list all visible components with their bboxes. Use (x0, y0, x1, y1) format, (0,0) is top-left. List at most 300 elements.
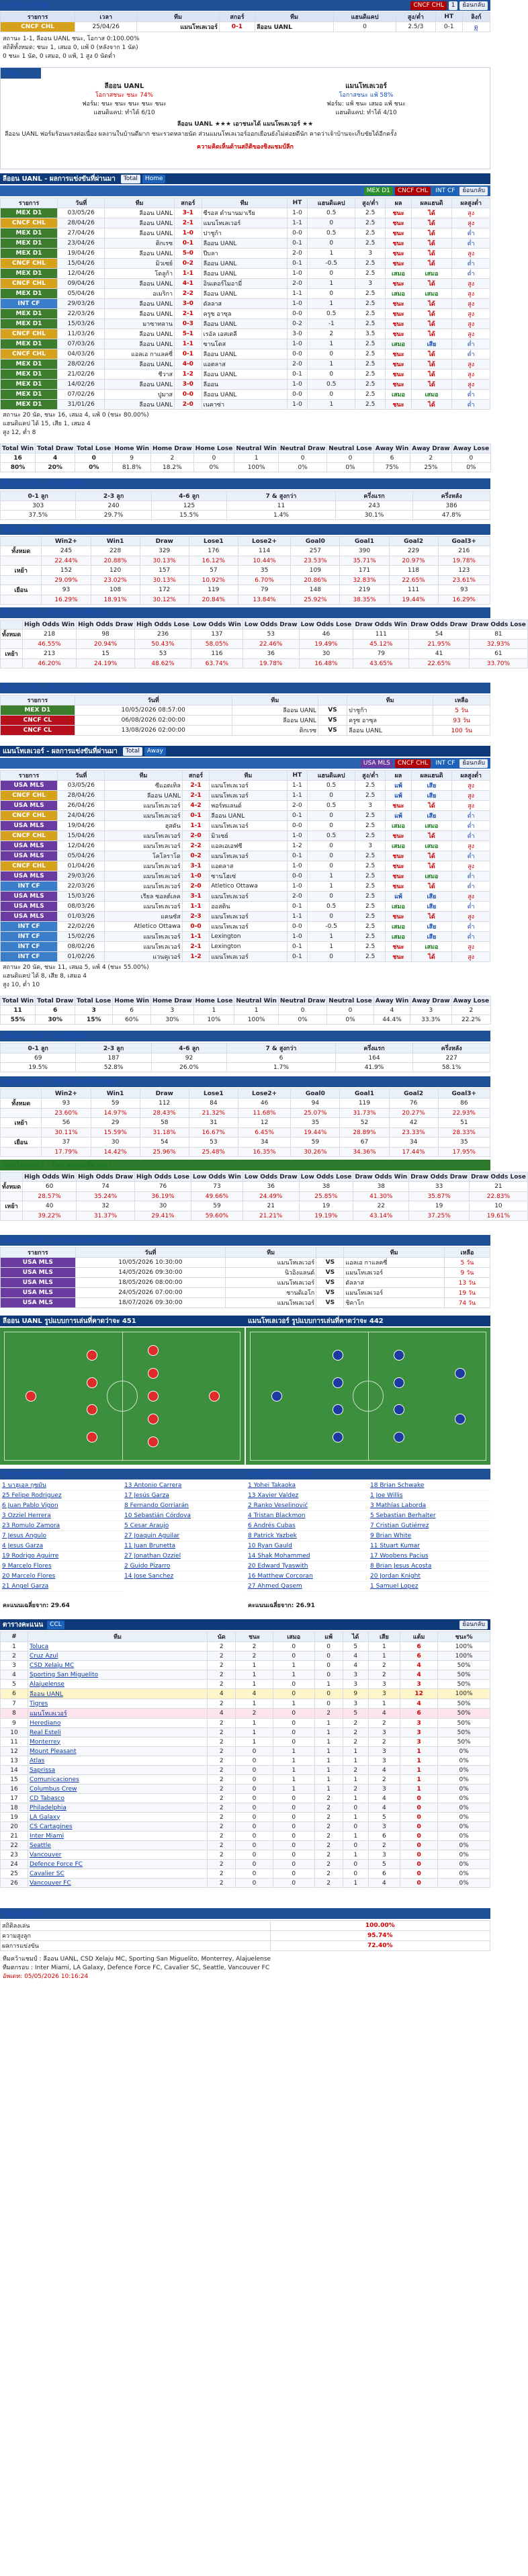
standings-row[interactable] (1, 1670, 490, 1680)
player-name[interactable]: 25 Felipe Rodriguez (0, 1491, 122, 1501)
away-team[interactable]: ปาชูก้า (202, 228, 287, 239)
player-name[interactable]: 27 Joaquin Aguilar (122, 1531, 245, 1541)
team-name[interactable]: Cavalier SC (28, 1869, 208, 1879)
away-team[interactable]: แอตลาส (210, 861, 287, 871)
table-row[interactable] (1, 821, 490, 831)
standings-row[interactable] (1, 1822, 490, 1832)
league-badge: MEX D1 (1, 380, 58, 390)
player-name[interactable]: 17 Jesús Garza (122, 1491, 245, 1501)
team-name[interactable]: Herediano (28, 1719, 208, 1728)
filter-cncf-chl[interactable]: CNCF CHL (395, 187, 431, 196)
away-team[interactable]: แมนโทเลเวอร์ (210, 912, 287, 922)
player-marker[interactable] (394, 1432, 404, 1443)
table-row[interactable] (1, 811, 490, 821)
home-team[interactable]: อเมริกา (105, 289, 175, 299)
player-name[interactable]: 27 Jonathan Ozziel (122, 1551, 245, 1561)
fixture-row[interactable] (1, 1258, 490, 1268)
standings-row[interactable] (1, 1785, 490, 1794)
home-team[interactable]: ลีออน UANL (105, 309, 175, 319)
team-name[interactable]: Defence Force FC (28, 1860, 208, 1869)
table-row[interactable] (1, 309, 490, 319)
half-time: 1-1 (287, 289, 308, 299)
player-name[interactable]: 3 Ozziel Herrera (0, 1511, 122, 1521)
away-team[interactable]: เรอัล เอสเตลี (202, 329, 287, 339)
player-name[interactable]: 8 Patrick Yazbek (246, 1531, 368, 1541)
home-team[interactable]: แมนโทเลเวอร์ (226, 1298, 316, 1308)
player-name[interactable]: 1 Joe Willis (368, 1491, 490, 1501)
away-team[interactable]: ลีออน UANL (347, 726, 433, 736)
table-row[interactable] (1, 781, 490, 791)
away-team[interactable]: ดัลลาส (202, 299, 287, 309)
away-team[interactable]: แอลเอเอฟซี (210, 841, 287, 851)
standings-row[interactable] (1, 1860, 490, 1869)
table-row[interactable] (1, 390, 490, 400)
table-row[interactable] (1, 208, 490, 218)
table-row[interactable] (1, 380, 490, 390)
player-name[interactable]: 13 Xavier Valdez (246, 1491, 368, 1501)
home-team[interactable]: ลีออน UANL (105, 218, 175, 228)
standings-row[interactable] (1, 1699, 490, 1709)
standings-row[interactable] (1, 1756, 490, 1766)
team-name[interactable]: CS Cartagines (28, 1822, 208, 1832)
away-team[interactable]: พอร์ทแลนด์ (210, 801, 287, 811)
away-team[interactable]: ซีรอส ตำนานมาเรีย (202, 208, 287, 218)
team-name[interactable]: Philadelphia (28, 1803, 208, 1813)
stat-cell: 59 (91, 1099, 140, 1109)
home-team[interactable]: ลีออน UANL (105, 329, 175, 339)
away-team[interactable]: ลีออน UANL (202, 349, 287, 359)
home-team[interactable]: แอลเอ กาแลคซี่ (105, 349, 175, 359)
table-row[interactable] (1, 922, 490, 932)
away-team[interactable]: ดัลลาส (344, 1278, 444, 1288)
filter-int-cf[interactable]: INT CF (433, 759, 457, 768)
standings-row[interactable] (1, 1651, 490, 1661)
away-team[interactable]: ลีออน UANL (202, 390, 287, 400)
team-name[interactable]: CD Tabasco (28, 1794, 208, 1803)
table-row[interactable] (1, 791, 490, 801)
player-name[interactable]: 16 Matthew Corcoran (246, 1572, 368, 1582)
away-team[interactable]: Atletico Ottawa (210, 882, 287, 892)
away-team[interactable]: ซานโตส (202, 339, 287, 349)
team-name[interactable]: Sporting San Miguelito (28, 1670, 208, 1680)
team-name[interactable]: LA Galaxy (28, 1813, 208, 1822)
player-marker[interactable] (394, 1350, 404, 1361)
table-row[interactable] (1, 400, 490, 410)
away-team[interactable]: เนคาซ่า (202, 400, 287, 410)
standings-row[interactable] (1, 1728, 490, 1737)
standings-row[interactable] (1, 1775, 490, 1785)
away-team[interactable]: ลีออน UANL (202, 370, 287, 380)
standings-row[interactable] (1, 1794, 490, 1803)
player-name[interactable]: 19 Rodrigo Aguirre (0, 1551, 122, 1561)
player-name[interactable]: 10 Sebastián Córdova (122, 1511, 245, 1521)
away-team[interactable]: แมนโทเลเวอร์ (210, 851, 287, 861)
standing-cell: 2 (208, 1699, 236, 1709)
standing-cell: 0% (438, 1803, 490, 1813)
standings-row[interactable] (1, 1850, 490, 1860)
table-row[interactable] (1, 319, 490, 329)
home-team[interactable]: ซีแอตเทิล (105, 781, 182, 791)
home-team[interactable]: ลีออน UANL (105, 380, 175, 390)
player-name[interactable]: 3 Mathías Laborda (368, 1501, 490, 1511)
team-name[interactable]: ลีออน UANL (28, 1689, 208, 1699)
away-team[interactable]: อินเตอร์ไมอามี่ (202, 279, 287, 289)
home-team[interactable]: แมนโทเลเวอร์ (105, 801, 182, 811)
away-team[interactable]: ลีออน UANL (202, 269, 287, 279)
player-marker[interactable] (271, 1391, 282, 1402)
standings-row[interactable] (1, 1766, 490, 1775)
home-team[interactable]: แมนโทเลเวอร์ (105, 902, 182, 912)
standings-back-link[interactable]: ย้อนกลับ (459, 1621, 488, 1629)
standings-row[interactable] (1, 1813, 490, 1822)
player-marker[interactable] (333, 1404, 343, 1415)
player-marker[interactable] (333, 1377, 343, 1388)
home-team[interactable]: ชีวาส (105, 370, 175, 380)
away-team[interactable]: แมนโทเลเวอร์ (210, 781, 287, 791)
home-team[interactable]: แคนซัส (105, 912, 182, 922)
home-team[interactable]: ติกเรซ (105, 239, 175, 249)
home-team[interactable]: มิวเซย์ (105, 259, 175, 269)
player-name[interactable]: 14 Shak Mohammed (246, 1551, 368, 1561)
team-name[interactable]: Toluca (28, 1642, 208, 1651)
home-team[interactable]: แมนโทเลเวอร์ (137, 22, 220, 32)
player-name[interactable]: 1 Yohei Takaoka (246, 1481, 368, 1491)
home-team[interactable]: แมนโทเลเวอร์ (105, 882, 182, 892)
handicap: 0 (308, 370, 355, 380)
footer-row (1, 1931, 490, 1941)
player-name[interactable]: 23 Romulo Zamora (0, 1521, 122, 1531)
player-marker[interactable] (87, 1404, 97, 1415)
away-team[interactable]: Lexington (210, 942, 287, 952)
home-team[interactable]: ลีออน UANL (232, 716, 318, 726)
player-marker[interactable] (87, 1432, 97, 1443)
player-name[interactable]: 2 Guido Pizarro (122, 1561, 245, 1572)
half-time: 2-0 (287, 359, 308, 370)
away-team[interactable]: ครูซ อาซุล (347, 716, 433, 726)
table-row[interactable] (1, 269, 490, 279)
home-team[interactable]: โตลูก้า (105, 269, 175, 279)
team-name[interactable]: Inter Miami (28, 1832, 208, 1841)
home-team[interactable]: ซานดิเอโก (226, 1288, 316, 1298)
league-badge: CNCF CL (1, 716, 75, 726)
player-marker[interactable] (148, 1345, 159, 1356)
table-row[interactable] (1, 218, 490, 228)
standings-row[interactable] (1, 1709, 490, 1719)
standings-row[interactable] (1, 1737, 490, 1747)
tab-total[interactable]: Total (121, 175, 140, 183)
player-name[interactable]: 11 Juan Brunetta (122, 1541, 245, 1551)
player-marker[interactable] (148, 1414, 159, 1424)
tips-away-line: แฮนดิแคป: ทำได้ 4/10 (335, 110, 397, 116)
home-team[interactable]: เรียล ซอลต์เลค (105, 892, 182, 902)
away-team[interactable]: ลีออน UANL (202, 259, 287, 269)
tab-home[interactable]: Home (142, 175, 166, 183)
player-name[interactable]: 27 Ahmed Qasem (246, 1582, 368, 1592)
back-link[interactable]: ย้อนกลับ (459, 1, 488, 10)
table-row[interactable] (1, 259, 490, 269)
player-name[interactable]: 6 Andrés Cubas (246, 1521, 368, 1531)
standings-row[interactable] (1, 1879, 490, 1888)
table-row[interactable] (1, 932, 490, 942)
home-team[interactable]: แมนโทเลเวอร์ (105, 871, 182, 882)
filter-int-cf[interactable]: INT CF (433, 187, 457, 196)
away-team[interactable]: ชิคาโก (344, 1298, 444, 1308)
row-label (1, 556, 42, 566)
home-team[interactable]: นิวอิงแลนด์ (226, 1268, 316, 1278)
player-marker[interactable] (394, 1404, 404, 1415)
player-name[interactable]: 20 Jordan Knight (368, 1572, 490, 1582)
team-name[interactable]: แมนโทเลเวอร์ (28, 1709, 208, 1719)
player-name[interactable]: 20 Edward Tyaswith (246, 1561, 368, 1572)
team-name[interactable]: Columbus Crew (28, 1785, 208, 1794)
player-name[interactable]: 4 Jesus Garza (0, 1541, 122, 1551)
standings-row[interactable] (1, 1680, 490, 1689)
home-team[interactable]: ลีออน UANL (105, 791, 182, 801)
home-team[interactable]: แมนโทเลเวอร์ (105, 811, 182, 821)
standings-row[interactable] (1, 1832, 490, 1841)
team-name[interactable]: CSD Xelaju MC (28, 1661, 208, 1670)
table-row[interactable] (1, 228, 490, 239)
table-row[interactable] (1, 339, 490, 349)
match-date: 19/04/26 (58, 821, 105, 831)
away-team[interactable]: ลีออน UANL (202, 239, 287, 249)
away-team[interactable]: ลีออน UANL (255, 22, 333, 32)
filter-usa-mls[interactable]: USA MLS (361, 759, 393, 768)
away-team[interactable]: มิวเซย์ (210, 831, 287, 841)
stat-cell: 31.37% (77, 1211, 135, 1221)
away-team[interactable]: แมนโทเลเวอร์ (210, 821, 287, 831)
home-team[interactable]: ลีออน UANL (105, 208, 175, 218)
player-name[interactable]: 2 Ranko Veselinović (246, 1501, 368, 1511)
filter-mex-d1[interactable]: MEX D1 (364, 187, 393, 196)
away-team[interactable]: แมนโทเลเวอร์ (210, 892, 287, 902)
away-team[interactable]: ออสติน (210, 902, 287, 912)
team-name[interactable]: Atlas (28, 1756, 208, 1766)
player-name[interactable]: 18 Brian Schwake (368, 1481, 490, 1491)
team-name[interactable]: Seattle (28, 1841, 208, 1850)
player-name[interactable]: 9 Marcelo Flores (0, 1561, 122, 1572)
table-row[interactable] (1, 279, 490, 289)
home-team[interactable]: แมนโทเลเวอร์ (105, 831, 182, 841)
player-name[interactable]: 1 Samuel Lopez (368, 1582, 490, 1592)
filter-cncf-chl[interactable]: CNCF CHL (395, 759, 431, 768)
away-team[interactable]: แมนโทเลเวอร์ (202, 218, 287, 228)
player-marker[interactable] (148, 1391, 159, 1402)
player-name[interactable]: 11 Stuart Kumar (368, 1541, 490, 1551)
standing-cell: 2 (314, 1850, 343, 1860)
player-marker[interactable] (455, 1368, 466, 1379)
table-row[interactable] (1, 359, 490, 370)
fixture-row[interactable] (1, 1278, 490, 1288)
table-row[interactable] (1, 861, 490, 871)
away-back-link[interactable]: ย้อนกลับ (459, 759, 488, 768)
table-row[interactable] (1, 871, 490, 882)
home-team[interactable]: โคโลราโด (105, 851, 182, 861)
home-team[interactable]: ลีออน UANL (105, 299, 175, 309)
table-row[interactable] (1, 831, 490, 841)
standings-row[interactable] (1, 1689, 490, 1699)
top-match-row[interactable] (1, 22, 490, 32)
goals-cell: 240 (76, 501, 151, 511)
standing-cell: 3 (368, 1728, 400, 1737)
standing-cell: 2 (208, 1803, 236, 1813)
player-marker[interactable] (148, 1436, 159, 1447)
home-team[interactable]: ฮุสตัน (105, 821, 182, 831)
over-under: 3 (355, 249, 386, 259)
standing-cell: 14 (1, 1766, 28, 1775)
team-name[interactable]: Monterrey (28, 1737, 208, 1747)
player-name[interactable]: 14 Jose Sanchez (122, 1572, 245, 1582)
home-team[interactable]: แมนโทเลเวอร์ (105, 861, 182, 871)
table-row[interactable] (1, 370, 490, 380)
standings-row[interactable] (1, 1803, 490, 1813)
table-row[interactable] (1, 841, 490, 851)
half-time: 1-0 (287, 299, 308, 309)
team-name[interactable]: Real Esteli (28, 1728, 208, 1737)
player-name[interactable]: 21 Angel Garza (0, 1582, 122, 1592)
away-team[interactable]: ครูซ อาซุล (202, 309, 287, 319)
tab-away[interactable]: Away (144, 747, 166, 756)
fixture-row[interactable] (1, 1268, 490, 1278)
home-team[interactable]: Atletico Ottawa (105, 922, 182, 932)
team-name[interactable]: Mount Pleasant (28, 1747, 208, 1756)
home-back-link[interactable]: ย้อนกลับ (459, 187, 488, 196)
player-name[interactable]: 5 Cesar Araujo (122, 1521, 245, 1531)
player-name[interactable]: 1 นาฮูเอล กุซมัน (0, 1481, 122, 1491)
player-name[interactable]: 6 Juan Pablo Vigon (0, 1501, 122, 1511)
away-team[interactable]: ลีออน UANL (202, 289, 287, 299)
home-team[interactable]: แมนโทเลเวอร์ (105, 841, 182, 851)
team-name[interactable]: Cruz Azul (28, 1651, 208, 1661)
home-team[interactable]: ปูมาส (105, 390, 175, 400)
away-team[interactable]: ปาชูก้า (347, 705, 433, 716)
player-marker[interactable] (26, 1391, 36, 1402)
player-name[interactable]: 10 Ryan Gauld (246, 1541, 368, 1551)
away-team[interactable]: แมนโทเลเวอร์ (344, 1268, 444, 1278)
tab-total[interactable]: Total (123, 747, 142, 756)
player-marker[interactable] (87, 1377, 97, 1388)
handicap: 0 (334, 22, 396, 32)
tab-ccl[interactable]: CCL (47, 1621, 64, 1629)
standings-row[interactable] (1, 1869, 490, 1879)
table-row[interactable] (1, 882, 490, 892)
league-filter-chip[interactable]: CNCF CHL (410, 1, 446, 10)
table-row[interactable] (1, 299, 490, 309)
table-row[interactable] (1, 249, 490, 259)
away-team[interactable]: แมนโทเลเวอร์ (210, 952, 287, 962)
table-row[interactable] (1, 801, 490, 811)
home-team[interactable]: แมนโทเลเวอร์ (226, 1258, 316, 1268)
standings-row[interactable] (1, 1747, 490, 1756)
player-name[interactable]: 17 Woobens Pacius (368, 1551, 490, 1561)
standings-row[interactable] (1, 1661, 490, 1670)
away-team[interactable]: ซานโฮเซ่ (210, 871, 287, 882)
fixture-row[interactable] (1, 726, 490, 736)
player-name[interactable]: 9 Brian White (368, 1531, 490, 1541)
table-row[interactable] (1, 952, 490, 962)
table-row[interactable] (1, 239, 490, 249)
standing-cell: 1 (1, 1642, 28, 1651)
fixture-row[interactable] (1, 705, 490, 716)
match-link[interactable]: ดู (462, 22, 490, 32)
away-team[interactable]: แมนโทเลเวอร์ (210, 791, 287, 801)
player-name[interactable]: 8 Fernando Gorriarán (122, 1501, 245, 1511)
home-team[interactable]: ลีออน UANL (232, 705, 318, 716)
player-name[interactable]: 20 Marcelo Flores (0, 1572, 122, 1582)
home-team[interactable]: ลีออน UANL (105, 249, 175, 259)
table-row[interactable] (1, 349, 490, 359)
player-marker[interactable] (148, 1368, 159, 1379)
table-row[interactable] (1, 902, 490, 912)
table-row[interactable] (1, 851, 490, 861)
away-team[interactable]: ปีบลา (202, 249, 287, 259)
away-team[interactable]: แมนโทเลเวอร์ (210, 922, 287, 932)
table-row[interactable] (1, 329, 490, 339)
away-team[interactable]: แอลเอ กาแลคซี่ (344, 1258, 444, 1268)
player-name[interactable]: 5 Sebastian Berhalter (368, 1511, 490, 1521)
team-name[interactable]: Comunicaciones (28, 1775, 208, 1785)
standings-row[interactable] (1, 1719, 490, 1728)
home-team[interactable]: ลีออน UANL (105, 339, 175, 349)
away-team[interactable]: ลีออน UANL (210, 811, 287, 821)
player-name[interactable]: 4 Tristan Blackmon (246, 1511, 368, 1521)
fixture-row[interactable] (1, 1288, 490, 1298)
player-name[interactable]: 13 Antonio Carrera (122, 1481, 245, 1491)
player-marker[interactable] (455, 1414, 466, 1424)
stat-cell: 16.48% (299, 659, 353, 669)
table-row[interactable] (1, 892, 490, 902)
standings-row[interactable] (1, 1642, 490, 1651)
home-team[interactable]: ติกเรซ (232, 726, 318, 736)
home-team[interactable]: ลีออน UANL (105, 359, 175, 370)
filter-count[interactable]: 1 (449, 1, 458, 10)
player-name[interactable]: 8 Brian Jesus Acosta (368, 1561, 490, 1572)
away-team[interactable]: แอตลาส (202, 359, 287, 370)
team-name[interactable]: Vancouver FC (28, 1879, 208, 1888)
player-name[interactable]: 7 Jesus Angulo (0, 1531, 122, 1541)
fixture-row[interactable] (1, 716, 490, 726)
team-name[interactable]: Tigres (28, 1699, 208, 1709)
standings-row[interactable] (1, 1841, 490, 1850)
home-team[interactable]: มาซาทลาน (105, 319, 175, 329)
home-team[interactable]: แมนโทเลเวอร์ (105, 932, 182, 942)
fixture-row[interactable] (1, 1298, 490, 1308)
team-name[interactable]: Alajuelense (28, 1680, 208, 1689)
home-team[interactable]: แมนโทเลเวอร์ (105, 942, 182, 952)
totals-row (1, 463, 491, 472)
away-team[interactable]: ลีออน UANL (202, 319, 287, 329)
away-team[interactable]: ลีออน (202, 380, 287, 390)
away-team[interactable]: แมนโทเลเวอร์ (344, 1288, 444, 1298)
home-team[interactable]: แมนโทเลเวอร์ (226, 1278, 316, 1288)
team-name[interactable]: Vancouver (28, 1850, 208, 1860)
player-marker[interactable] (394, 1377, 404, 1388)
player-marker[interactable] (87, 1350, 97, 1361)
table-row[interactable] (1, 942, 490, 952)
home-team[interactable]: ลีออน UANL (105, 228, 175, 239)
team-name[interactable]: Saprissa (28, 1766, 208, 1775)
table-row[interactable] (1, 912, 490, 922)
away-team[interactable]: Lexington (210, 932, 287, 942)
table-row[interactable] (1, 289, 490, 299)
player-marker[interactable] (333, 1350, 343, 1361)
player-name[interactable]: 7 Cristian Gutiérrez (368, 1521, 490, 1531)
home-team[interactable]: ลีออน UANL (105, 400, 175, 410)
home-team[interactable]: ลีออน UANL (105, 279, 175, 289)
player-marker[interactable] (333, 1432, 343, 1443)
player-marker[interactable] (209, 1391, 220, 1402)
home-team[interactable]: แวนคูเวอร์ (105, 952, 182, 962)
